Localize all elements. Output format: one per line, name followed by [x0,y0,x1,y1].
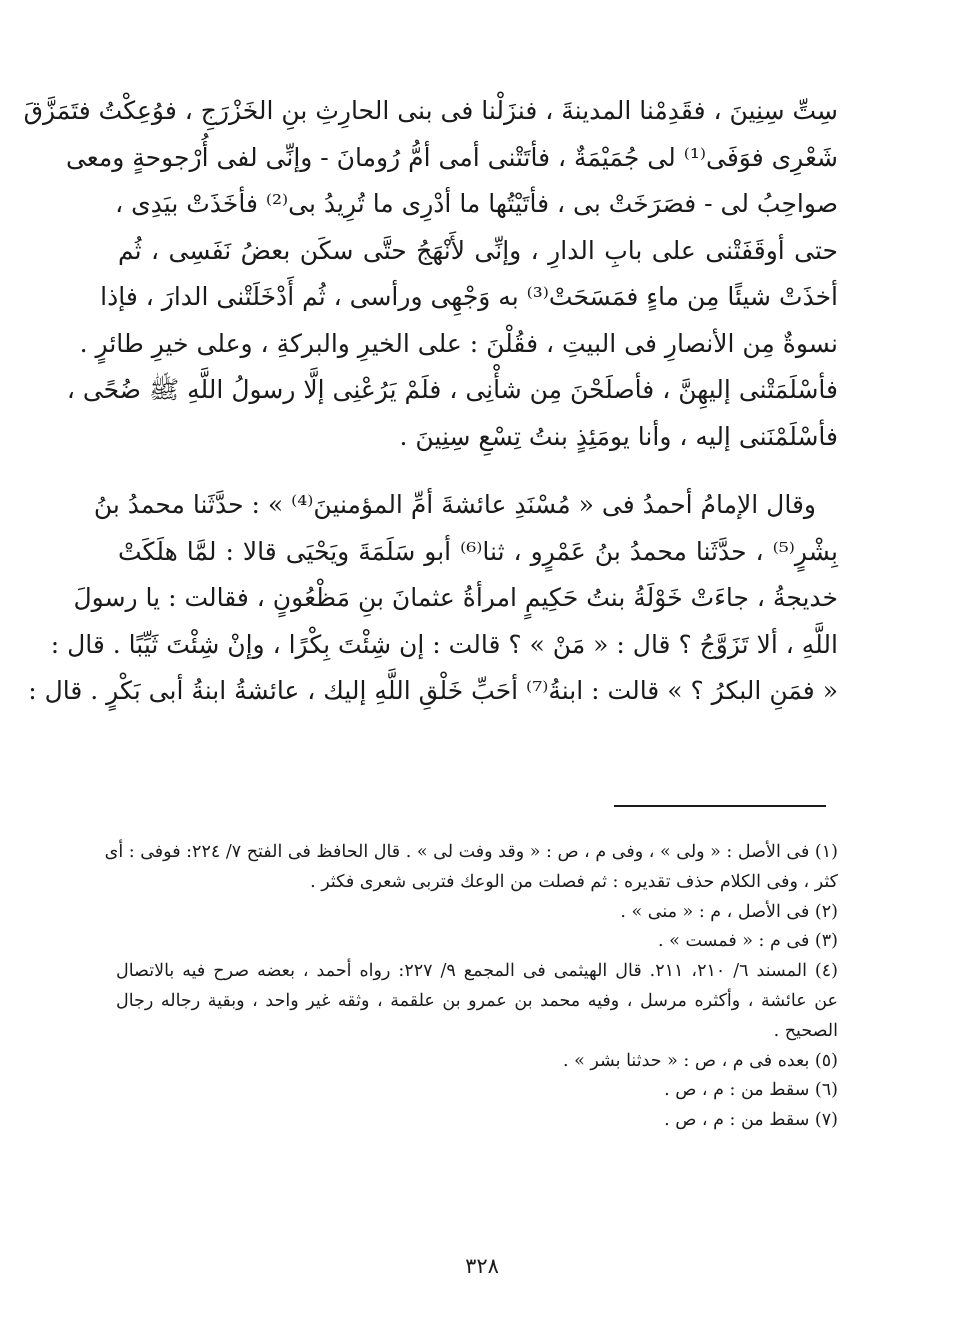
main-line: حتى أوقَفَتْنى على بابِ الدارِ ، وإنِّى لأَنْهَجُ حتَّى سكَن بعضُ نَفَسِى ، ثُم [118,235,838,265]
footnote-line: (٦) سقط من : م ، ص . [664,1080,838,1101]
footnote-line: (٥) بعده فى م ، ص : « حدثنا بشر » . [562,1050,838,1071]
main-line: شَعْرِى فوَفَى⁽¹⁾ لى جُمَيْمَةٌ ، فأتَتْنى أمى أمُّ رُومانَ - وإنِّى لفى أُرْجوحةٍ ومعى [65,142,838,172]
main-line: نسوةٌ مِن الأنصارِ فى البيتِ ، فقُلْنَ : على الخيرِ والبركةِ ، وعلى خيرِ طائرٍ . [79,328,838,358]
main-line: سِتِّ سِنِينَ ، فقَدِمْنا المدينةَ ، فنزَلْنا فى بنى الحارِثِ بنِ الخَزْرَجِ ، فوُعِكْتُ فتَمَزَّقَ [23,96,838,125]
main-line: خديجةُ ، جاءَتْ خَوْلَةُ بنتُ حَكِيمٍ امرأةُ عثمانَ بنِ مَظْعُونٍ ، فقالت : يا رسولَ [73,583,838,612]
footnote-line: (٢) فى الأصل ، م : « منى » . [620,901,838,922]
footnotes [104,838,838,1136]
main-line: صواحِبُ لى - فصَرَخَتْ بى ، فأتَيْتُها ما أدْرِى ما تُرِيدُ بى⁽²⁾ فأخَذَتْ بيَدِى ، [115,189,838,218]
footnote-line: (٧) سقط من : م ، ص . [664,1110,838,1131]
main-line: بِشْرٍ⁽⁵⁾ ، حدَّثَنا محمدُ بنُ عَمْرٍو ، ثنا⁽⁶⁾ أبو سَلَمَةَ ويَحْيَى قالا : لمَّا هلَكَتْ [118,536,838,566]
page-number: ٣٢٨ [465,1254,499,1278]
footnote-line: (٤) المسند ٦/ ٢١٠، ٢١١. قال الهيثمى فى المجمع ٩/ ٢٢٧: رواه أحمد ، بعضه صرح فيه بالاتصال [116,961,838,982]
footnote-line: كثر ، وفى الكلام حذف تقديره : ثم فصلت من الوعك فتربى شعرى فكثر . [310,871,838,892]
main-line: أخذَتْ شيئًا مِن ماءٍ فمَسَحَتْ⁽³⁾ به وَجْهِى ورأسى ، ثُم أَدْخَلَتْنى الدارَ ، فإذا [100,282,838,311]
main-line: فأسْلَمْنَنى إليه ، وأنا يومَئِذٍ بنتُ تِسْعِ سِنِينَ . [399,421,838,451]
footnote-line: (١) فى الأصل : « ولى » ، وفى م ، ص : « وقد وفت لى » . قال الحافظ فى الفتح ٧/ ٢٢٤: فوفى : أى [104,842,838,862]
main-line: « فمَنِ البكرُ ؟ » قالت : ابنةُ⁽⁷⁾ أحَبِّ خَلْقِ اللَّهِ إليك ، عائشةُ ابنةُ أبى بَكْرٍ . قال : [28,676,838,705]
paragraph-gap [118,460,838,482]
footnote-line: عن عائشة ، وأكثره مرسل ، وفيه محمد بن عمرو بن علقمة ، وثقه غير واحد ، وبقية رجاله رجال [116,990,838,1011]
main-line: وقال الإمامُ أحمدُ فى « مُسْنَدِ عائشةَ أمِّ المؤمنينَ⁽⁴⁾ » : حدَّثَنا محمدُ بنُ [93,490,816,519]
main-line: اللَّهِ ، ألا تَزَوَّجُ ؟ قال : « مَنْ » ؟ قالت : إن شِئْتَ بِكْرًا ، وإنْ شِئْتَ ثَيِّبًا . قال : [50,629,838,659]
main-line: فأسْلَمَتْنى إليهِنَّ ، فأصلَحْنَ مِن شأْنِى ، فلَمْ يَرُعْنِى إلَّا رسولُ اللَّهِ ﷺ ضُحًى ، [66,375,838,404]
footnote-line: (٣) فى م : « فمست » . [658,931,838,952]
main-text [23,88,838,715]
footnote-divider [614,805,826,807]
footnote-line: الصحيح . [773,1020,838,1041]
